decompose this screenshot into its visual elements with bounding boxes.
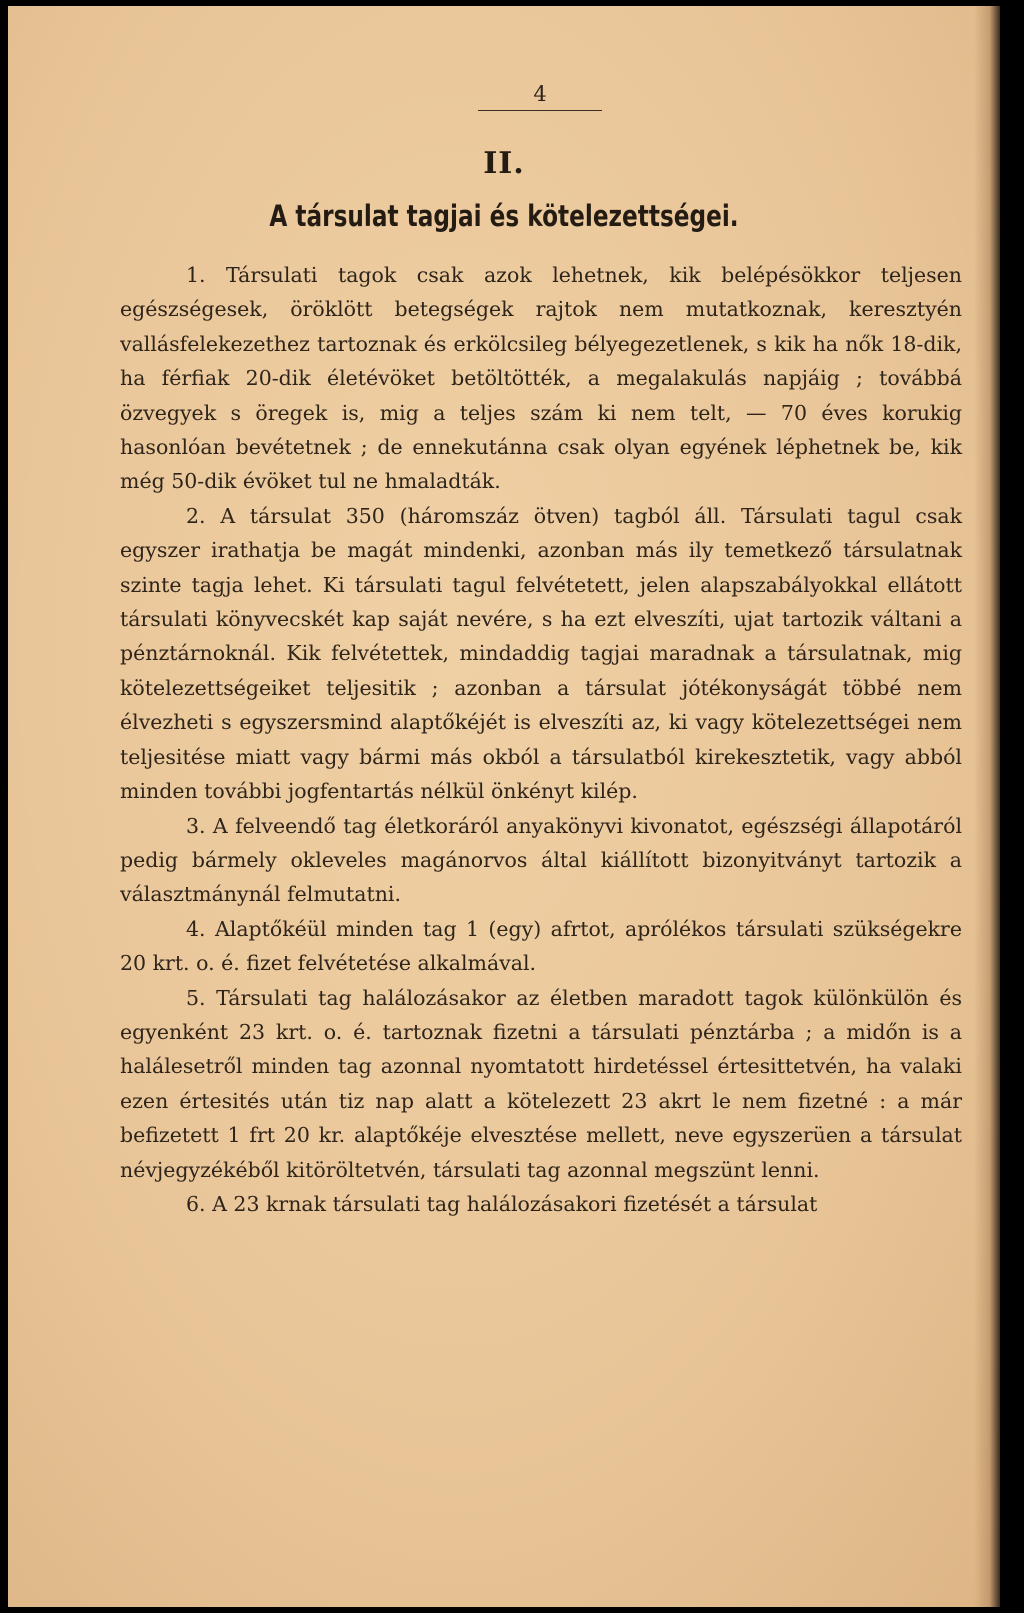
- document-page: [8, 6, 1000, 1607]
- paragraph-3: 3. A felveendő tag életkoráról anyakönyvi kivonatot, egészségi állapotáról pedig bármely okleveles magánorvos által kiállított bizonyitványt tartozik a választmánynál felmutatni.: [120, 813, 962, 907]
- paragraph-6: 6. A 23 krnak társulati tag halálozásakori fizetését a társulat: [186, 1191, 818, 1216]
- paragraph-1: 1. Társulati tagok csak azok lehetnek, kik belépésökkor teljesen egészségesek, öröklött betegségek rajtok nem mutatkoznak, keresztyén vallásfelekezethez tartoznak és erkölcsileg bélyegezetlenek, s kik ha nők 18-dik, ha férfiak 20-dik életévöket betöltötték, a megalakulás napjáig ; továbbá özvegyek s öregek is, mig a teljes szám ki nem telt, — 70 éves korukig hasonlóan bevétetnek ; de ennekutánna csak olyan egyének léphetnek be, kik még 50-dik évöket tul ne hmaladták.: [120, 263, 962, 494]
- section-title: A társulat tagjai és kötelezettségei.: [269, 199, 739, 233]
- paragraph-5: 5. Társulati tag halálozásakor az életben maradott tagok különkülön és egyenként 23 krt. o. é. tartoznak fizetni a társulati pénztárba ; a midőn is a halálesetről minden tag azonnal nyomtatott hirdetéssel értesittetvén, ha valaki ezen értesités után tiz nap alatt a kötelezett 23 akrt le nem fizetné : a már befizetett 1 frt 20 kr. alaptőkéje elvesztése mellett, neve egyszerüen a társulat névjegyzékéből kitöröltetvén, társulati tag azonnal megszünt lenni.: [120, 985, 962, 1182]
- paragraph-4: 4. Alaptőkéül minden tag 1 (egy) afrtot, aprólékos társulati szükségekre 20 krt. o. é. fizet felvétetése alkalmával.: [120, 916, 962, 976]
- section-number: II.: [483, 146, 525, 181]
- page-number: 4: [478, 82, 602, 111]
- body-text: [120, 258, 962, 1221]
- paragraph-2: 2. A társulat 350 (háromszáz ötven) tagból áll. Társulati tagul csak egyszer irathatja be magát mindenki, azonban más ily temetkező társulatnak szinte tagja lehet. Ki társulati tagul felvétetett, jelen alapszabályokkal ellátott társulati könyvecskét kap saját nevére, s ha ezt elveszíti, ujat tartozik váltani a pénztárnoknál. Kik felvétettek, mindaddig tagjai maradnak a társulatnak, mig kötelezettségeiket teljesitik ; azonban a társulat jótékonyságát többé nem élvezheti s egyszersmind alaptőkéjét is elveszíti az, ki vagy kötelezettségei nem teljesitése miatt vagy bármi más okból a társulatból kirekesztetik, vagy abból minden további jogfentartás nélkül önkényt kilép.: [120, 503, 962, 804]
